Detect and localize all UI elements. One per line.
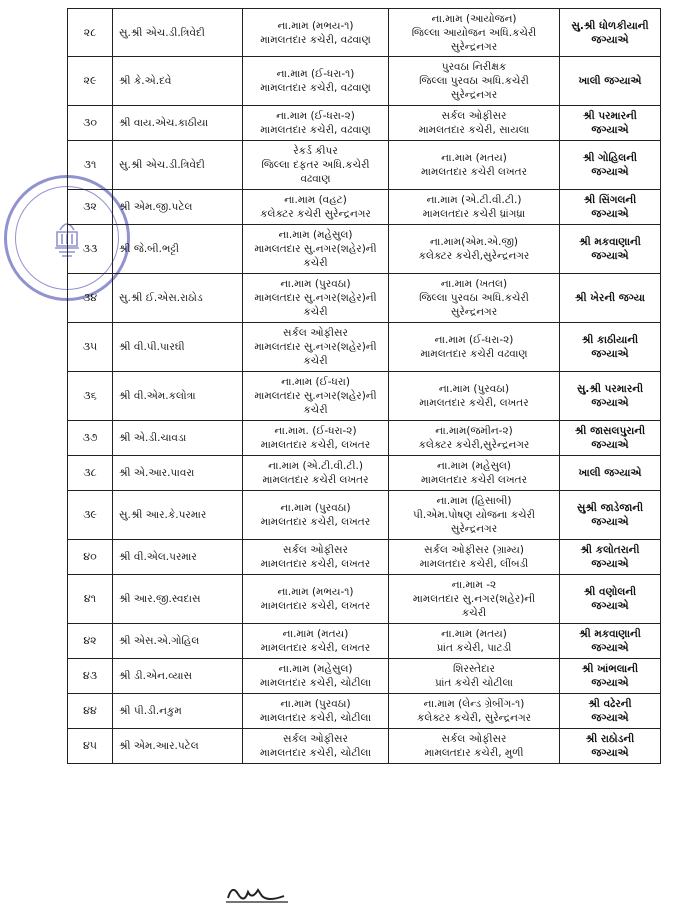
remark-cell	[560, 729, 661, 764]
remark-cell	[560, 57, 661, 106]
remark-cell-line: શ્રી ખાંભલાની	[581, 663, 639, 675]
current-post-cell-line: જિલ્લા દફતર અધિ.કચેરી	[261, 159, 370, 171]
current-post-cell-line: મામલતદાર કચેરી, લખતર	[260, 516, 371, 528]
current-post-cell-line: સર્કલ ઓફીસર	[283, 544, 348, 556]
remark-cell-line: જગ્યાએ	[591, 250, 629, 262]
remark-cell	[560, 141, 661, 190]
remark-cell-line: જગ્યાએ	[591, 747, 629, 759]
table-row	[68, 575, 661, 624]
current-post-cell-line: કચેરી	[303, 404, 328, 416]
current-post-cell-line: ના.મામ (વહટ)	[284, 194, 347, 206]
new-post-cell-line: મામલતદાર કચેરી, સાયલા	[418, 124, 530, 136]
current-post-cell	[243, 106, 389, 141]
current-post-cell-line: મામલતદાર સુ.નગર(શહેર)ની	[254, 390, 377, 402]
current-post-cell	[243, 57, 389, 106]
current-post-cell	[243, 190, 389, 225]
current-post-cell-line: મામલતદાર સુ.નગર(શહેર)ની	[254, 243, 377, 255]
new-post-cell-line: મામલતદાર કચેરી લખતર	[420, 474, 528, 486]
remark-cell	[560, 225, 661, 274]
serial-number-cell: ૨૯	[68, 57, 113, 106]
remark-cell-line: સુશ્રી જાડેજાની	[576, 502, 644, 514]
remark-cell	[560, 190, 661, 225]
employee-name-cell: શ્રી વી.એલ.પરમાર	[113, 540, 243, 575]
remark-cell-line: જગ્યાએ	[591, 33, 629, 46]
remark-cell-line: શ્રી પરમારની	[583, 110, 637, 122]
remark-cell-line: શ્રી કલોતરાની	[580, 544, 640, 556]
new-post-cell-line: ના.મામ -૨	[451, 579, 497, 591]
current-post-cell	[243, 225, 389, 274]
employee-name-cell: શ્રી જે.બી.ભટ્ટી	[113, 225, 243, 274]
current-post-cell-line: ના.મામ (મતય)	[282, 628, 349, 640]
new-post-cell	[389, 491, 560, 540]
remark-cell-line: શ્રી વણોલની	[583, 586, 637, 598]
current-post-cell-line: મામલતદાર કચેરી, લખતર	[260, 439, 371, 451]
table-row	[68, 372, 661, 421]
new-post-cell-line: જિલ્લા આયોજન અધિ.કચેરી	[411, 26, 537, 39]
employee-name-cell: શ્રી પી.ડી.નકુમ	[113, 694, 243, 729]
new-post-cell-line: કલેક્ટર કચેરી,સુરેન્દ્રનગર	[418, 439, 530, 451]
current-post-cell-line: ના.મામ. (ઈ-ધરા-૨)	[274, 425, 357, 437]
employee-name-cell: શ્રી આર.જી.સ્વદાસ	[113, 575, 243, 624]
current-post-cell-line: સર્કલ ઓફીસર	[283, 327, 348, 339]
current-post-cell-line: રેકર્ડ કીપર	[293, 145, 338, 157]
remark-cell-line: જગ્યાએ	[591, 642, 629, 654]
remark-cell-line: સુ.શ્રી ધોળકીયાની	[571, 19, 649, 32]
current-post-cell-line: મામલતદાર સુ.નગર(શહેર)ની	[254, 292, 377, 304]
new-post-cell	[389, 540, 560, 575]
employee-name-cell: શ્રી એ.આર.પાવરા	[113, 456, 243, 491]
remark-cell-line: શ્રી મકવાણાની	[579, 236, 641, 248]
current-post-cell-line: મામલતદાર કચેરી, લખતર	[260, 642, 371, 654]
remark-cell	[560, 372, 661, 421]
remark-cell-line: જગ્યાએ	[591, 712, 629, 724]
remark-cell-line: શ્રી વઢેરની	[588, 698, 632, 710]
transfer-table	[67, 8, 661, 764]
serial-number-cell: ૩૫	[68, 323, 113, 372]
current-post-cell-line: કચેરી	[303, 355, 328, 367]
current-post-cell-line: મામલતદાર કચેરી, ચોટીલા	[259, 712, 372, 724]
serial-number-cell: ૩૧	[68, 141, 113, 190]
serial-number-cell: ૩૪	[68, 274, 113, 323]
new-post-cell-line: જિલ્લા પુરવઠા અધિ.કચેરી	[419, 75, 529, 87]
serial-number-cell: ૩૭	[68, 421, 113, 456]
current-post-cell-line: ના.મામ (પુરવઠા)	[280, 502, 351, 514]
new-post-cell-line: ના.મામ (આયોજન)	[431, 12, 517, 25]
current-post-cell-line: મામલતદાર કચેરી, લખતર	[260, 600, 371, 612]
new-post-cell	[389, 729, 560, 764]
current-post-cell	[243, 540, 389, 575]
table-row	[68, 540, 661, 575]
current-post-cell-line: મામલતદાર સુ.નગર(શહેર)ની	[254, 341, 377, 353]
remark-cell	[560, 106, 661, 141]
table-row	[68, 421, 661, 456]
current-post-cell-line: ના.મામ (પુરવઠા)	[280, 278, 351, 290]
new-post-cell	[389, 190, 560, 225]
remark-cell	[560, 540, 661, 575]
remark-cell-line: જગ્યાએ	[591, 166, 629, 178]
current-post-cell	[243, 9, 389, 57]
current-post-cell-line: ના.મામ (પુરવઠા)	[280, 698, 351, 710]
new-post-cell-line: ના.મામ (ઈ-ધરા-૨)	[434, 334, 514, 346]
serial-number-cell: ૪૧	[68, 575, 113, 624]
table-row	[68, 274, 661, 323]
remark-cell	[560, 456, 661, 491]
new-post-cell-line: સુરેન્દ્રનગર	[450, 306, 498, 318]
new-post-cell-line: મામલતદાર કચેરી, લીંબડી	[419, 558, 529, 570]
new-post-cell-line: મામલતદાર કચેરી, મુળી	[424, 747, 524, 759]
new-post-cell	[389, 323, 560, 372]
new-post-cell	[389, 659, 560, 694]
new-post-cell	[389, 225, 560, 274]
new-post-cell-line: ના.મામ (હિસાબી)	[436, 495, 512, 507]
serial-number-cell: ૪૨	[68, 624, 113, 659]
current-post-cell-line: મામલતદાર કચેરી, લખતર	[260, 558, 371, 570]
remark-cell-line: ખાલી જગ્યાએ	[578, 75, 642, 87]
remark-cell	[560, 274, 661, 323]
current-post-cell-line: કચેરી	[303, 257, 328, 269]
serial-number-cell: ૩૮	[68, 456, 113, 491]
current-post-cell-line: મામલતદાર કચેરી, ચોટીલા	[259, 677, 372, 689]
employee-name-cell: સુ.શ્રી એચ.ડી.ત્રિવેદી	[113, 141, 243, 190]
remark-cell-line: શ્રી સિંગલની	[583, 194, 637, 206]
current-post-cell-line: મામલતદાર કચેરી, ચોટીલા	[259, 747, 372, 759]
new-post-cell-line: ના.મામ(એમ.એ.જી)	[429, 236, 519, 248]
current-post-cell-line: ના.મામ (મભય-૧)	[277, 586, 354, 598]
remark-cell	[560, 491, 661, 540]
new-post-cell-line: મામલતદાર કચેરી વઢવાણ	[420, 348, 528, 360]
new-post-cell	[389, 141, 560, 190]
table-row	[68, 729, 661, 764]
remark-cell	[560, 624, 661, 659]
new-post-cell-line: ના.મામ (પુરવઠા)	[438, 383, 510, 395]
new-post-cell-line: સર્કલ ઓફીસર	[441, 110, 507, 122]
remark-cell	[560, 323, 661, 372]
employee-name-cell: શ્રી વી.એમ.કલોત્રા	[113, 372, 243, 421]
employee-name-cell: સુ.શ્રી આર.કે.પરમાર	[113, 491, 243, 540]
new-post-cell	[389, 57, 560, 106]
employee-name-cell: શ્રી એ.ડી.ચાવડા	[113, 421, 243, 456]
current-post-cell-line: ના.મામ (ઈ-ધરા-૨)	[276, 110, 355, 122]
new-post-cell-line: ના.મામ (મતય)	[441, 152, 507, 164]
new-post-cell-line: કચેરી	[461, 607, 487, 619]
current-post-cell	[243, 729, 389, 764]
current-post-cell	[243, 141, 389, 190]
table-row	[68, 141, 661, 190]
new-post-cell-line: સર્કલ ઓફીસર	[441, 733, 507, 745]
serial-number-cell: ૪૪	[68, 694, 113, 729]
remark-cell-line: જગ્યાએ	[591, 124, 629, 136]
employee-name-cell: સુ.શ્રી એચ.ડી.ત્રિવેદી	[113, 9, 243, 57]
current-post-cell	[243, 624, 389, 659]
current-post-cell	[243, 323, 389, 372]
remark-cell	[560, 575, 661, 624]
new-post-cell-line: ના.મામ (મહેસુલ)	[437, 460, 511, 472]
serial-number-cell: ૩૨	[68, 190, 113, 225]
employee-name-cell: શ્રી ડી.એન.વ્યાસ	[113, 659, 243, 694]
new-post-cell-line: મામલતદાર કચેરી લખતર	[420, 166, 528, 178]
new-post-cell-line: પ્રાંત કચેરી ચોટીલા	[435, 677, 513, 689]
current-post-cell	[243, 274, 389, 323]
serial-number-cell: ૩૬	[68, 372, 113, 421]
current-post-cell-line: મામલતદાર કચેરી, વઢવાણ	[260, 82, 371, 94]
remark-cell-line: જગ્યાએ	[591, 558, 629, 570]
current-post-cell	[243, 575, 389, 624]
current-post-cell-line: મામલતદાર કચેરી, વઢવાણ	[260, 124, 371, 136]
remark-cell-line: શ્રી મકવાણાની	[579, 628, 641, 640]
serial-number-cell: ૪૩	[68, 659, 113, 694]
new-post-cell-line: સુરેન્દ્રનગર	[450, 523, 498, 535]
current-post-cell-line: કચેરી	[303, 306, 328, 318]
serial-number-cell: ૪૫	[68, 729, 113, 764]
current-post-cell	[243, 456, 389, 491]
new-post-cell	[389, 274, 560, 323]
employee-name-cell: સુ.શ્રી ઈ.એસ.રાઠોડ	[113, 274, 243, 323]
table-row	[68, 57, 661, 106]
new-post-cell-line: મામલતદાર કચેરી, લખતર	[419, 397, 529, 409]
table-row	[68, 190, 661, 225]
new-post-cell-line: ના.મામ (લેન્ડ ગ્રેબીંગ-૧)	[423, 698, 525, 710]
employee-name-cell: શ્રી એમ.જી.પટેલ	[113, 190, 243, 225]
new-post-cell-line: જિલ્લા પુરવઠા અધિ.કચેરી	[419, 292, 529, 304]
remark-cell-line: જગ્યાએ	[591, 208, 629, 220]
remark-cell	[560, 659, 661, 694]
current-post-cell	[243, 659, 389, 694]
new-post-cell-line: મામલતદાર સુ.નગર(શહેર)ની	[412, 593, 536, 605]
current-post-cell-line: સર્કલ ઓફીસર	[283, 733, 348, 745]
current-post-cell-line: ના.મામ (ઈ-ધરા)	[281, 376, 350, 388]
current-post-cell	[243, 421, 389, 456]
serial-number-cell: ૩૦	[68, 106, 113, 141]
remark-cell-line: શ્રી ગોહિલની	[582, 152, 638, 164]
serial-number-cell: ૪૦	[68, 540, 113, 575]
current-post-cell-line: કલેક્ટર કચેરી સુરેન્દ્રનગર	[260, 208, 371, 220]
remark-cell-line: શ્રી જાસલપુરાની	[574, 425, 646, 437]
remark-cell-line: સુ.શ્રી પરમારની	[576, 383, 644, 395]
remark-cell-line: જગ્યાએ	[591, 439, 629, 451]
current-post-cell-line: ના.મામ (મહેસુલ)	[278, 663, 353, 675]
current-post-cell	[243, 372, 389, 421]
remark-cell	[560, 694, 661, 729]
current-post-cell-line: મામલતદાર કચેરી, વઢવાણ	[260, 33, 371, 46]
new-post-cell	[389, 106, 560, 141]
new-post-cell-line: ના.મામ (મતય)	[441, 628, 507, 640]
new-post-cell	[389, 575, 560, 624]
table-row	[68, 9, 661, 57]
current-post-cell-line: વઢવાણ	[300, 173, 331, 185]
new-post-cell-line: કલેક્ટર કચેરી,સુરેન્દ્રનગર	[418, 250, 530, 262]
table-row	[68, 659, 661, 694]
current-post-cell-line: ના.મામ (મહેસુલ)	[278, 229, 353, 241]
new-post-cell	[389, 624, 560, 659]
new-post-cell-line: સર્કલ ઓફીસર (ગ્રામ્ય)	[424, 544, 524, 556]
table-row	[68, 323, 661, 372]
table-row	[68, 491, 661, 540]
table-row	[68, 106, 661, 141]
remark-cell-line: જગ્યાએ	[591, 516, 629, 528]
remark-cell-line: જગ્યાએ	[591, 348, 629, 360]
employee-name-cell: શ્રી કે.એ.દવે	[113, 57, 243, 106]
table-row	[68, 225, 661, 274]
new-post-cell-line: ના.મામ (એ.ટી.વી.ટી.)	[426, 194, 522, 206]
remark-cell-line: જગ્યાએ	[591, 600, 629, 612]
serial-number-cell: ૨૮	[68, 9, 113, 57]
new-post-cell-line: સુરેન્દ્રનગર	[450, 89, 498, 101]
serial-number-cell: ૩૯	[68, 491, 113, 540]
new-post-cell-line: પુરવઠા નિરીક્ષક	[441, 61, 507, 73]
remark-cell-line: જગ્યાએ	[591, 397, 629, 409]
employee-name-cell: શ્રી એસ.એ.ગોહિલ	[113, 624, 243, 659]
current-post-cell-line: ના.મામ (મભય-૧)	[277, 19, 354, 32]
new-post-cell-line: સુરેન્દ્રનગર	[450, 40, 498, 53]
employee-name-cell: શ્રી એમ.આર.પટેલ	[113, 729, 243, 764]
new-post-cell-line: શિરસ્તેદાર	[453, 663, 495, 675]
serial-number-cell: ૩૩	[68, 225, 113, 274]
remark-cell-line: જગ્યાએ	[591, 677, 629, 689]
table-row	[68, 456, 661, 491]
employee-name-cell: શ્રી વી.પી.પારઘી	[113, 323, 243, 372]
new-post-cell-line: ના.મામ(જમીન-૨)	[435, 425, 513, 437]
current-post-cell	[243, 694, 389, 729]
new-post-cell-line: પી.એમ.પોષણ યોજના કચેરી	[413, 509, 535, 521]
table-row	[68, 624, 661, 659]
new-post-cell	[389, 421, 560, 456]
signature	[222, 880, 292, 906]
current-post-cell-line: ના.મામ (ઈ-ધરા-૧)	[276, 68, 355, 80]
remark-cell-line: શ્રી રાઠોડની	[585, 733, 635, 745]
new-post-cell	[389, 456, 560, 491]
new-post-cell	[389, 9, 560, 57]
new-post-cell-line: મામલતદાર કચેરી ધ્રાંગધ્રા	[422, 208, 526, 220]
current-post-cell	[243, 491, 389, 540]
new-post-cell-line: પ્રાંત કચેરી, પાટડી	[436, 642, 512, 654]
employee-name-cell: શ્રી વાય.એચ.કાઠીયા	[113, 106, 243, 141]
new-post-cell-line: ના.મામ (ખતલ)	[440, 278, 508, 290]
remark-cell-line: ખાલી જગ્યાએ	[578, 467, 642, 479]
current-post-cell-line: ના.મામ (એ.ટી.વી.ટી.)	[268, 460, 363, 472]
remark-cell	[560, 9, 661, 57]
remark-cell	[560, 421, 661, 456]
remark-cell-line: શ્રી ખેરની જગ્યા	[575, 292, 645, 304]
new-post-cell-line: કલેક્ટર કચેરી, સુરેન્દ્રનગર	[416, 712, 532, 724]
remark-cell-line: શ્રી કાઠીયાની	[581, 334, 639, 346]
new-post-cell	[389, 694, 560, 729]
table-row	[68, 694, 661, 729]
new-post-cell	[389, 372, 560, 421]
current-post-cell-line: મામલતદાર કચેરી લખતર	[262, 474, 369, 486]
